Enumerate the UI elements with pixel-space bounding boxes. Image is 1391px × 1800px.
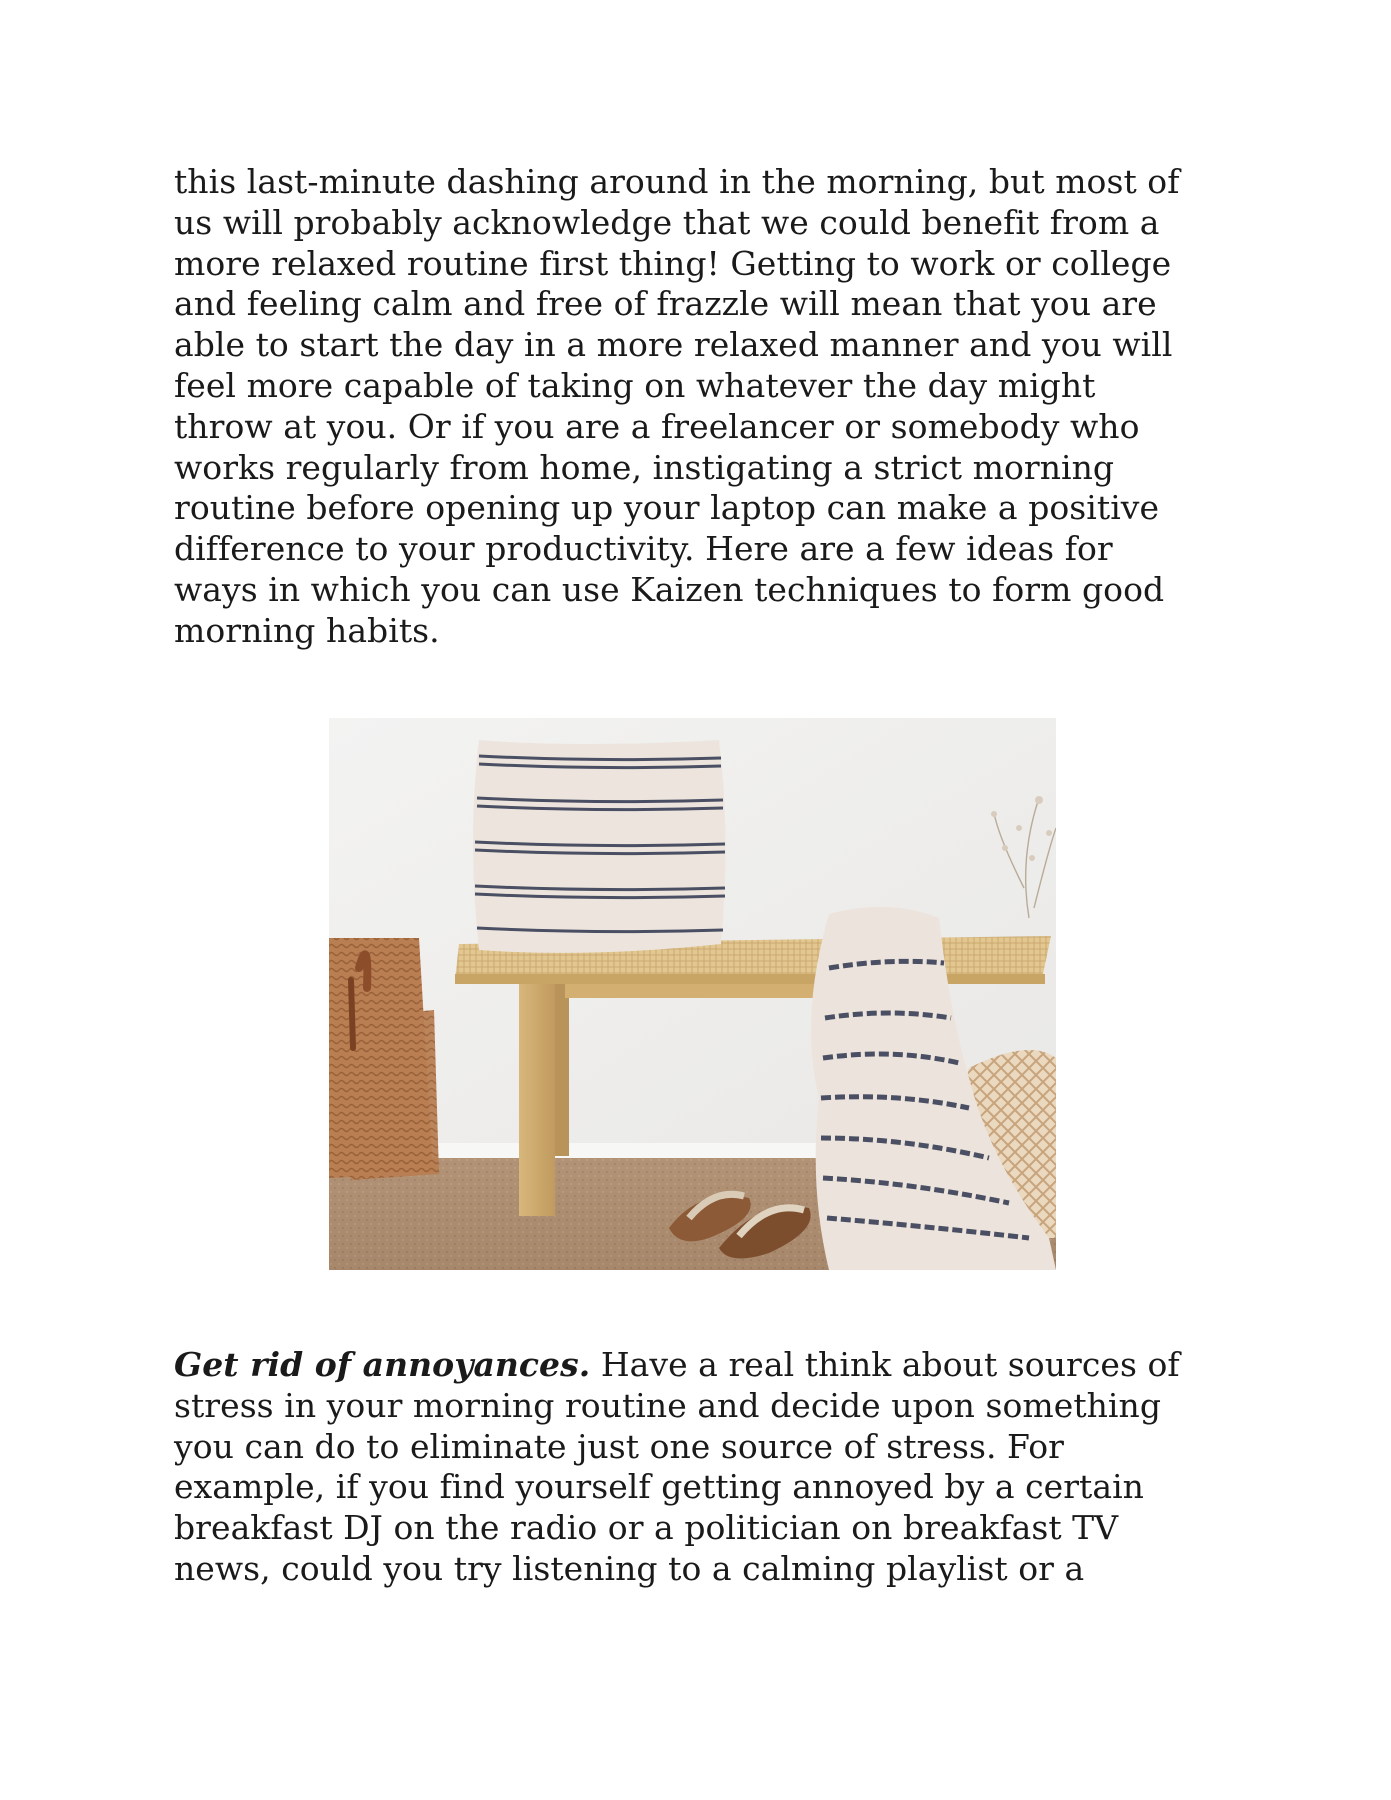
text-line: example, if you find yourself getting annoyed by a certain: [174, 1467, 1144, 1507]
text-line: breakfast DJ on the radio or a politician on breakfast TV: [174, 1508, 1119, 1548]
text-line: throw at you. Or if you are a freelancer or somebody who: [174, 406, 1140, 446]
bench-illustration: [329, 718, 1056, 1270]
text-line: routine before opening up your laptop can make a positive: [174, 488, 1160, 528]
text-line: stress in your morning routine and decide upon something: [174, 1385, 1162, 1425]
text-line: feel more capable of taking on whatever the day might: [174, 365, 1096, 405]
tip-heading: Get rid of annoyances.: [174, 1345, 591, 1384]
text-line: news, could you try listening to a calming playlist or a: [174, 1548, 1085, 1588]
text-line: and feeling calm and free of frazzle will mean that you are: [174, 284, 1157, 324]
text-line: this last-minute dashing around in the morning, but most of: [174, 162, 1180, 201]
text-line: difference to your productivity. Here are a few ideas for: [174, 529, 1113, 569]
text-line: you can do to eliminate just one source of stress. For: [174, 1426, 1064, 1466]
intro-paragraph: [174, 162, 1234, 652]
text-line: ways in which you can use Kaizen techniques to form good: [174, 569, 1165, 609]
text-line: us will probably acknowledge that we could benefit from a: [174, 202, 1160, 242]
text-line: morning habits.: [174, 610, 440, 650]
tip-first-line: [174, 1345, 1234, 1386]
text-line: able to start the day in a more relaxed manner and you will: [174, 325, 1173, 365]
tip-first-line-text: Have a real think about sources of: [590, 1345, 1180, 1384]
text-line: works regularly from home, instigating a strict morning: [174, 447, 1115, 487]
text-line: more relaxed routine first thing! Getting to work or college: [174, 243, 1172, 283]
bench-photo: [329, 718, 1056, 1270]
tip-paragraph: [174, 1345, 1234, 1590]
